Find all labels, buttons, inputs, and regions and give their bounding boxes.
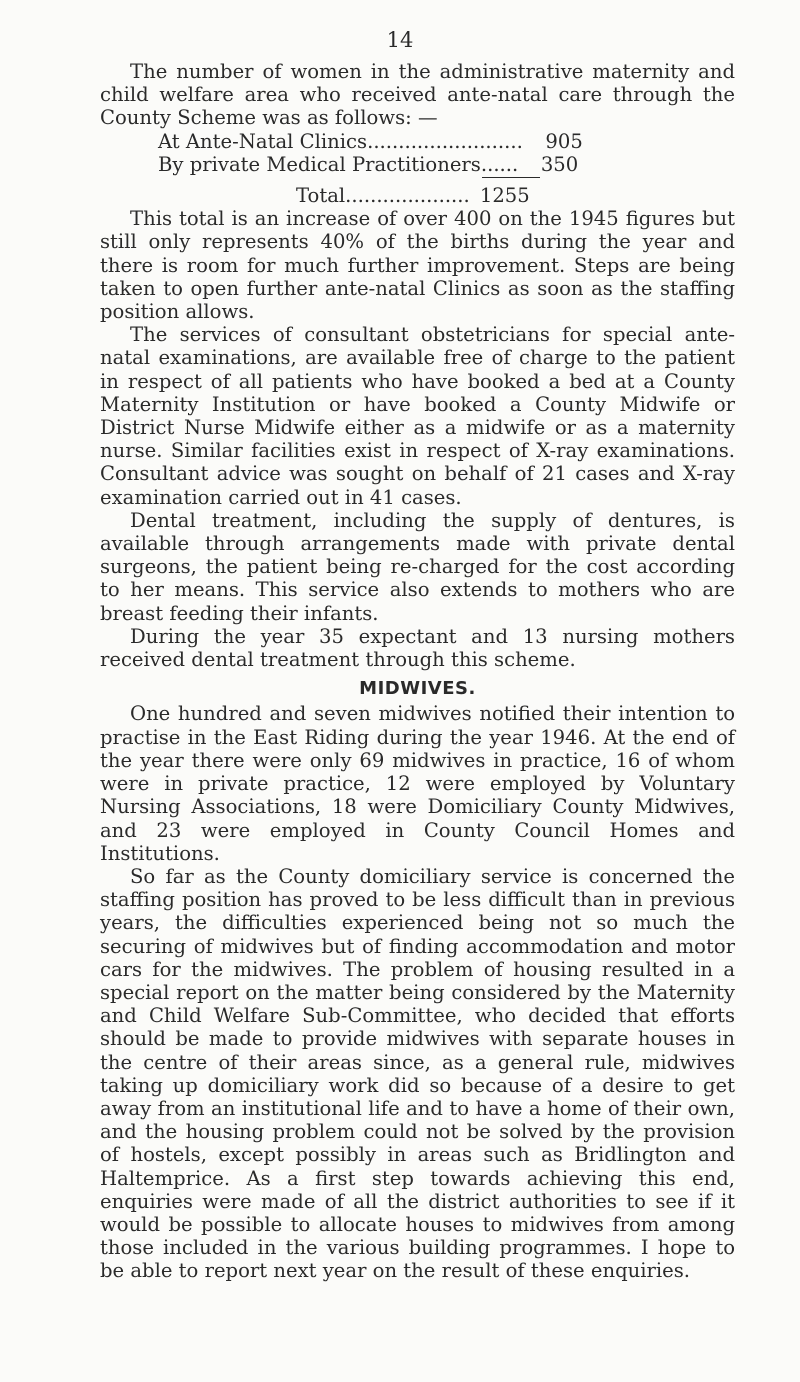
- row-value: 905: [545, 129, 583, 153]
- body-paragraph: One hundred and seven midwives notified their intention to practise in the East Riding during the year 1946. At the end of the year there were only 69 midwives in practice, 16 of whom were in private practice, 12 were employed by Voluntary Nursing Associations, 18 were Domiciliary County Midwives, and 23 were employed in County Council Homes and Institutions.: [100, 702, 735, 865]
- leader-dots: ......: [480, 152, 519, 176]
- page-body: [100, 60, 735, 1283]
- total-value: 1255: [479, 184, 530, 208]
- section-heading: MIDWIVES.: [359, 678, 476, 700]
- total-row: [100, 184, 735, 207]
- body-paragraph: This total is an increase of over 400 on the 1945 figures but still only represents 40% of the births during the year and there is room for much further improvement. Steps are being taken to open further ante-natal Clinics as soon as the staffing position allows.: [100, 207, 735, 324]
- total-rule: [482, 177, 540, 178]
- table-row: [100, 153, 735, 176]
- row-label: By private Medical Practitioners: [158, 152, 481, 176]
- row-label: At Ante-Natal Clinics: [158, 129, 368, 153]
- intro-paragraph: The number of women in the administrative maternity and child welfare area who received ante-natal care through the County Scheme was as follows: —: [100, 60, 735, 130]
- ante-natal-table: [100, 130, 735, 208]
- table-row: [100, 130, 735, 153]
- leader-dots: .........................: [367, 129, 523, 153]
- body-paragraph: Dental treatment, including the supply of dentures, is available through arrangements made with private dental surgeons, the patient being re-charged for the cost according to her means. This service also extends to mothers who are breast feeding their infants.: [100, 508, 735, 625]
- row-value: 350: [540, 152, 579, 176]
- body-paragraph: During the year 35 expectant and 13 nursing mothers received dental treatment through this scheme.: [100, 624, 735, 672]
- leader-dots: ....................: [345, 184, 470, 208]
- body-paragraph: So far as the County domiciliary service is concerned the staffing position has proved to be less difficult than in previous years, the difficulties experienced being not so much the securing of midwives but of finding accommodation and motor cars for the midwives. The problem of housing resulted in a special report on the matter being considered by the Maternity and Child Welfare Sub-Committee, who decided that efforts should be made to provide midwives with separate houses in the centre of their areas since, as a general rule, midwives taking up domiciliary work did so because of a desire to get away from an institutional life and to have a home of their own, and the housing problem could not be solved by the provision of hostels, except possibly in areas such as Bridlington and Haltemprice. As a first step towards achieving this end, enquiries were made of all the district authorities to see if it would be possible to allocate houses to midwives from among those included in the various building programmes. I hope to be able to report next year on the result of these enquiries.: [100, 864, 735, 1283]
- page-number: 14: [386, 28, 414, 52]
- body-paragraph: The services of consultant obstetricians for special ante-natal examinations, are available free of charge to the patient in respect of all patients who have booked a bed at a County Maternity Institution or have booked a County Midwife or District Nurse Midwife either as a midwife or as a maternity nurse. Similar facilities exist in respect of X-ray examinations. Consultant advice was sought on behalf of 21 cases and X-ray examination carried out in 41 cases.: [100, 323, 735, 509]
- total-label: Total: [296, 184, 346, 208]
